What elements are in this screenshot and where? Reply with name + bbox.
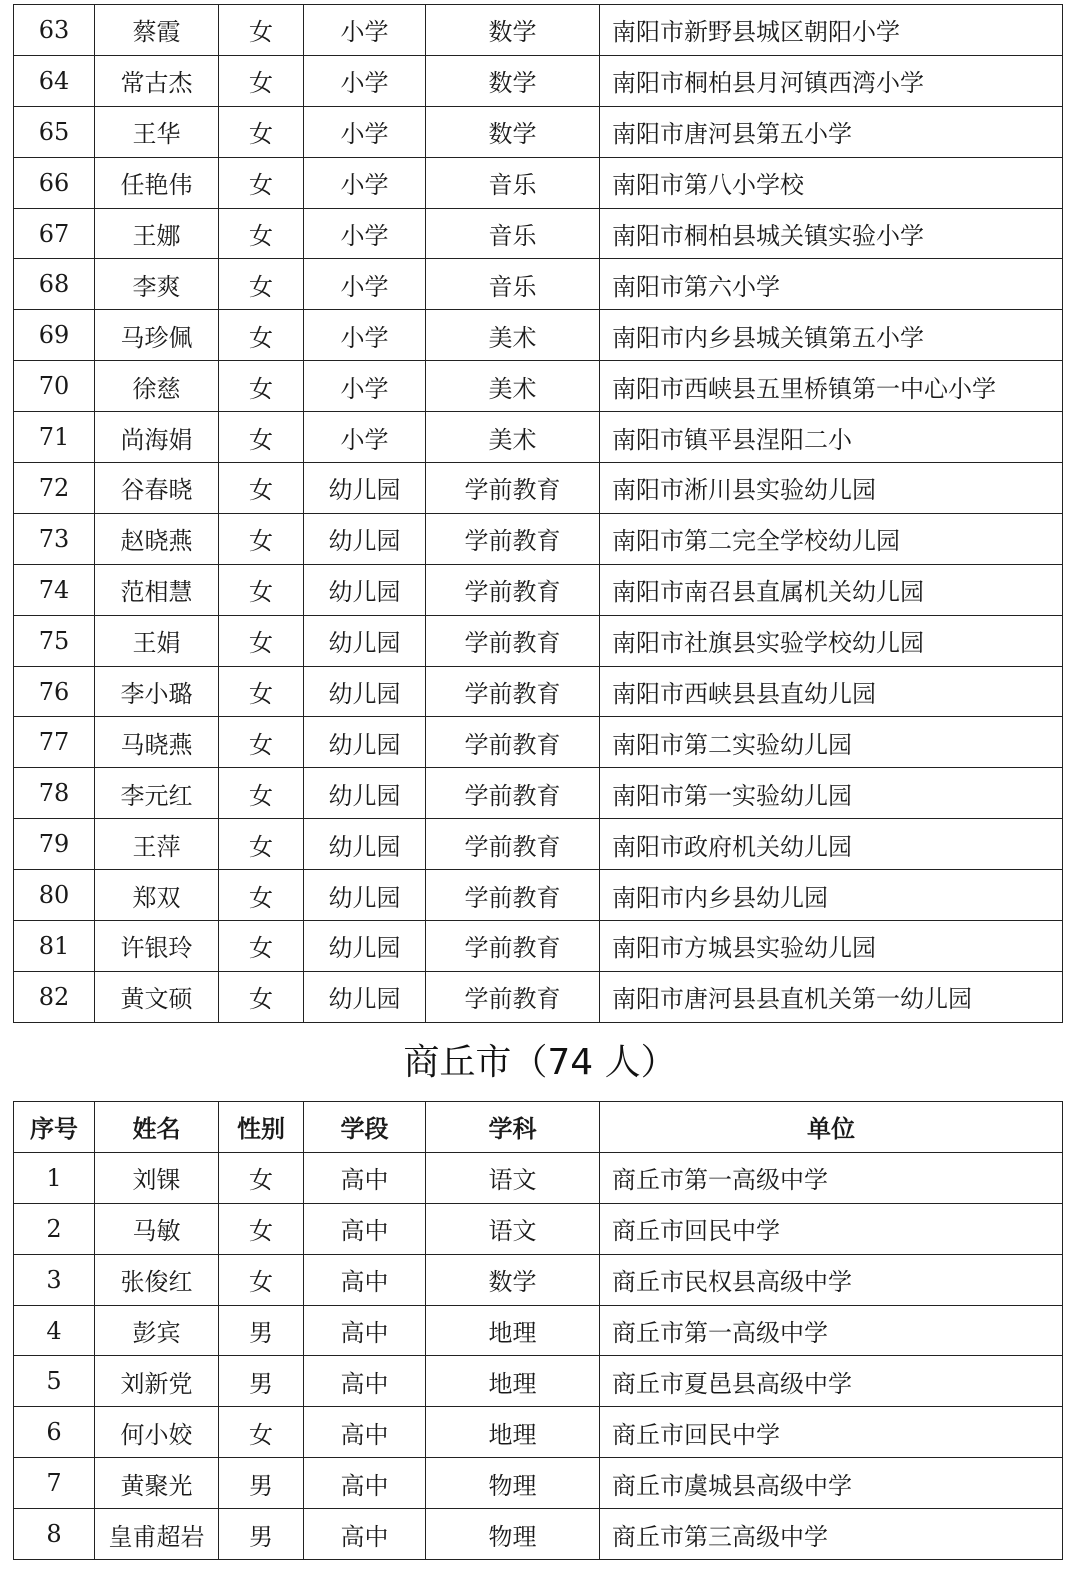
cell-serial-number: 75	[14, 615, 95, 666]
table-row	[14, 361, 1063, 412]
cell-school-stage: 幼儿园	[304, 819, 426, 870]
cell-subject: 学前教育	[426, 921, 600, 972]
cell-gender: 女	[219, 1407, 304, 1458]
cell-name: 皇甫超岩	[95, 1509, 219, 1560]
cell-unit: 商丘市回民中学	[600, 1203, 1063, 1254]
cell-school-stage: 幼儿园	[304, 717, 426, 768]
cell-school-stage: 小学	[304, 157, 426, 208]
cell-serial-number: 76	[14, 666, 95, 717]
cell-subject: 数学	[426, 1254, 600, 1305]
table-header-row	[14, 1102, 1063, 1153]
cell-serial-number: 4	[14, 1305, 95, 1356]
nanyang-roster-table	[13, 4, 1063, 1023]
cell-unit: 南阳市桐柏县城关镇实验小学	[600, 208, 1063, 259]
cell-subject: 语文	[426, 1203, 600, 1254]
shangqiu-roster-table	[13, 1101, 1063, 1560]
cell-subject: 数学	[426, 106, 600, 157]
cell-serial-number: 8	[14, 1509, 95, 1560]
cell-serial-number: 65	[14, 106, 95, 157]
table-row	[14, 717, 1063, 768]
cell-gender: 女	[219, 870, 304, 921]
cell-serial-number: 63	[14, 5, 95, 56]
cell-subject: 学前教育	[426, 513, 600, 564]
cell-serial-number: 3	[14, 1254, 95, 1305]
cell-name: 马敏	[95, 1203, 219, 1254]
cell-unit: 商丘市第三高级中学	[600, 1509, 1063, 1560]
cell-name: 李爽	[95, 259, 219, 310]
cell-school-stage: 幼儿园	[304, 463, 426, 514]
cell-subject: 学前教育	[426, 870, 600, 921]
table-row	[14, 1152, 1063, 1203]
cell-subject: 学前教育	[426, 768, 600, 819]
table-row	[14, 157, 1063, 208]
cell-subject: 学前教育	[426, 819, 600, 870]
cell-subject: 音乐	[426, 259, 600, 310]
cell-unit: 南阳市政府机关幼儿园	[600, 819, 1063, 870]
cell-unit: 南阳市淅川县实验幼儿园	[600, 463, 1063, 514]
cell-subject: 学前教育	[426, 564, 600, 615]
cell-unit: 南阳市社旗县实验学校幼儿园	[600, 615, 1063, 666]
cell-subject: 音乐	[426, 208, 600, 259]
cell-name: 许银玲	[95, 921, 219, 972]
cell-subject: 物理	[426, 1458, 600, 1509]
shangqiu-section-title: 商丘市（74 人）	[403, 1042, 677, 1083]
cell-serial-number: 5	[14, 1356, 95, 1407]
cell-subject: 地理	[426, 1407, 600, 1458]
cell-serial-number: 79	[14, 819, 95, 870]
cell-school-stage: 高中	[304, 1407, 426, 1458]
cell-school-stage: 小学	[304, 361, 426, 412]
cell-gender: 女	[219, 971, 304, 1022]
cell-name: 任艳伟	[95, 157, 219, 208]
cell-name: 李元红	[95, 768, 219, 819]
cell-subject: 地理	[426, 1305, 600, 1356]
cell-subject: 学前教育	[426, 666, 600, 717]
cell-unit: 南阳市第二实验幼儿园	[600, 717, 1063, 768]
cell-name: 何小姣	[95, 1407, 219, 1458]
cell-serial-number: 71	[14, 412, 95, 463]
cell-unit: 商丘市虞城县高级中学	[600, 1458, 1063, 1509]
table-row	[14, 463, 1063, 514]
cell-serial-number: 82	[14, 971, 95, 1022]
cell-gender: 女	[219, 310, 304, 361]
table-row	[14, 564, 1063, 615]
cell-school-stage: 幼儿园	[304, 768, 426, 819]
cell-name: 蔡霞	[95, 5, 219, 56]
header-name: 姓名	[95, 1102, 219, 1153]
cell-gender: 女	[219, 259, 304, 310]
header-serial-number: 序号	[14, 1102, 95, 1153]
cell-school-stage: 小学	[304, 259, 426, 310]
table-row	[14, 1305, 1063, 1356]
cell-gender: 女	[219, 819, 304, 870]
header-subject: 学科	[426, 1102, 600, 1153]
cell-subject: 学前教育	[426, 615, 600, 666]
cell-serial-number: 7	[14, 1458, 95, 1509]
header-school-stage: 学段	[304, 1102, 426, 1153]
cell-serial-number: 81	[14, 921, 95, 972]
cell-name: 王娟	[95, 615, 219, 666]
cell-serial-number: 68	[14, 259, 95, 310]
table-row	[14, 513, 1063, 564]
cell-name: 郑双	[95, 870, 219, 921]
cell-subject: 学前教育	[426, 717, 600, 768]
cell-gender: 女	[219, 208, 304, 259]
cell-school-stage: 幼儿园	[304, 513, 426, 564]
cell-school-stage: 小学	[304, 55, 426, 106]
table-row	[14, 1203, 1063, 1254]
cell-unit: 商丘市回民中学	[600, 1407, 1063, 1458]
cell-unit: 南阳市唐河县第五小学	[600, 106, 1063, 157]
cell-serial-number: 78	[14, 768, 95, 819]
cell-unit: 商丘市民权县高级中学	[600, 1254, 1063, 1305]
cell-name: 徐慈	[95, 361, 219, 412]
cell-subject: 美术	[426, 361, 600, 412]
header-gender: 性别	[219, 1102, 304, 1153]
cell-unit: 南阳市内乡县城关镇第五小学	[600, 310, 1063, 361]
cell-serial-number: 67	[14, 208, 95, 259]
table-row	[14, 55, 1063, 106]
cell-gender: 女	[219, 361, 304, 412]
cell-serial-number: 66	[14, 157, 95, 208]
table-row	[14, 106, 1063, 157]
table-row	[14, 1356, 1063, 1407]
cell-serial-number: 1	[14, 1152, 95, 1203]
cell-unit: 南阳市唐河县县直机关第一幼儿园	[600, 971, 1063, 1022]
cell-serial-number: 64	[14, 55, 95, 106]
cell-name: 常古杰	[95, 55, 219, 106]
cell-gender: 女	[219, 1152, 304, 1203]
cell-school-stage: 小学	[304, 310, 426, 361]
table-row	[14, 971, 1063, 1022]
cell-unit: 南阳市新野县城区朝阳小学	[600, 5, 1063, 56]
cell-subject: 地理	[426, 1356, 600, 1407]
cell-serial-number: 80	[14, 870, 95, 921]
cell-unit: 南阳市第八小学校	[600, 157, 1063, 208]
table-row	[14, 1509, 1063, 1560]
cell-name: 赵晓燕	[95, 513, 219, 564]
cell-subject: 美术	[426, 412, 600, 463]
cell-gender: 女	[219, 1203, 304, 1254]
cell-unit: 南阳市西峡县县直幼儿园	[600, 666, 1063, 717]
cell-gender: 女	[219, 564, 304, 615]
table-row	[14, 1254, 1063, 1305]
cell-unit: 南阳市西峡县五里桥镇第一中心小学	[600, 361, 1063, 412]
cell-gender: 男	[219, 1458, 304, 1509]
cell-school-stage: 幼儿园	[304, 870, 426, 921]
cell-school-stage: 高中	[304, 1152, 426, 1203]
cell-school-stage: 小学	[304, 208, 426, 259]
cell-unit: 南阳市第一实验幼儿园	[600, 768, 1063, 819]
cell-gender: 女	[219, 463, 304, 514]
table-row	[14, 1458, 1063, 1509]
cell-school-stage: 幼儿园	[304, 615, 426, 666]
cell-gender: 男	[219, 1356, 304, 1407]
table-row	[14, 819, 1063, 870]
cell-gender: 女	[219, 768, 304, 819]
cell-subject: 音乐	[426, 157, 600, 208]
table-row	[14, 666, 1063, 717]
cell-gender: 女	[219, 106, 304, 157]
cell-name: 王华	[95, 106, 219, 157]
cell-name: 刘新党	[95, 1356, 219, 1407]
table-row	[14, 310, 1063, 361]
cell-serial-number: 74	[14, 564, 95, 615]
cell-school-stage: 幼儿园	[304, 921, 426, 972]
cell-school-stage: 小学	[304, 106, 426, 157]
cell-name: 刘锞	[95, 1152, 219, 1203]
cell-school-stage: 幼儿园	[304, 971, 426, 1022]
cell-school-stage: 高中	[304, 1458, 426, 1509]
cell-serial-number: 6	[14, 1407, 95, 1458]
cell-unit: 商丘市第一高级中学	[600, 1305, 1063, 1356]
cell-serial-number: 72	[14, 463, 95, 514]
cell-subject: 学前教育	[426, 463, 600, 514]
cell-school-stage: 高中	[304, 1509, 426, 1560]
cell-name: 范相慧	[95, 564, 219, 615]
cell-subject: 语文	[426, 1152, 600, 1203]
cell-serial-number: 69	[14, 310, 95, 361]
cell-school-stage: 高中	[304, 1356, 426, 1407]
table-row	[14, 615, 1063, 666]
cell-gender: 女	[219, 1254, 304, 1305]
table-row	[14, 1407, 1063, 1458]
cell-gender: 女	[219, 615, 304, 666]
cell-unit: 南阳市方城县实验幼儿园	[600, 921, 1063, 972]
cell-unit: 商丘市第一高级中学	[600, 1152, 1063, 1203]
cell-unit: 南阳市南召县直属机关幼儿园	[600, 564, 1063, 615]
cell-name: 谷春晓	[95, 463, 219, 514]
cell-school-stage: 幼儿园	[304, 666, 426, 717]
cell-school-stage: 高中	[304, 1305, 426, 1356]
nanyang-table-body	[14, 5, 1063, 1023]
cell-name: 尚海娟	[95, 412, 219, 463]
cell-school-stage: 高中	[304, 1203, 426, 1254]
cell-gender: 男	[219, 1509, 304, 1560]
cell-subject: 物理	[426, 1509, 600, 1560]
cell-gender: 男	[219, 1305, 304, 1356]
cell-gender: 女	[219, 157, 304, 208]
cell-school-stage: 高中	[304, 1254, 426, 1305]
cell-name: 马珍佩	[95, 310, 219, 361]
table-row	[14, 259, 1063, 310]
cell-unit: 南阳市第二完全学校幼儿园	[600, 513, 1063, 564]
table-row	[14, 208, 1063, 259]
cell-gender: 女	[219, 412, 304, 463]
cell-name: 马晓燕	[95, 717, 219, 768]
cell-school-stage: 小学	[304, 412, 426, 463]
cell-gender: 女	[219, 921, 304, 972]
cell-name: 王萍	[95, 819, 219, 870]
cell-serial-number: 2	[14, 1203, 95, 1254]
cell-subject: 学前教育	[426, 971, 600, 1022]
cell-serial-number: 77	[14, 717, 95, 768]
cell-gender: 女	[219, 55, 304, 106]
cell-name: 彭宾	[95, 1305, 219, 1356]
cell-unit: 南阳市第六小学	[600, 259, 1063, 310]
cell-subject: 数学	[426, 55, 600, 106]
cell-school-stage: 小学	[304, 5, 426, 56]
cell-name: 张俊红	[95, 1254, 219, 1305]
table-row	[14, 921, 1063, 972]
table-row	[14, 412, 1063, 463]
cell-gender: 女	[219, 717, 304, 768]
table-row	[14, 768, 1063, 819]
cell-name: 黄聚光	[95, 1458, 219, 1509]
cell-subject: 数学	[426, 5, 600, 56]
header-unit: 单位	[600, 1102, 1063, 1153]
cell-unit: 南阳市镇平县涅阳二小	[600, 412, 1063, 463]
cell-name: 王娜	[95, 208, 219, 259]
cell-unit: 商丘市夏邑县高级中学	[600, 1356, 1063, 1407]
cell-serial-number: 70	[14, 361, 95, 412]
cell-school-stage: 幼儿园	[304, 564, 426, 615]
cell-unit: 南阳市桐柏县月河镇西湾小学	[600, 55, 1063, 106]
cell-gender: 女	[219, 666, 304, 717]
cell-gender: 女	[219, 513, 304, 564]
cell-name: 黄文硕	[95, 971, 219, 1022]
cell-serial-number: 73	[14, 513, 95, 564]
cell-unit: 南阳市内乡县幼儿园	[600, 870, 1063, 921]
cell-subject: 美术	[426, 310, 600, 361]
cell-name: 李小璐	[95, 666, 219, 717]
cell-gender: 女	[219, 5, 304, 56]
shangqiu-table-body	[14, 1152, 1063, 1559]
table-row	[14, 870, 1063, 921]
table-row	[14, 5, 1063, 56]
